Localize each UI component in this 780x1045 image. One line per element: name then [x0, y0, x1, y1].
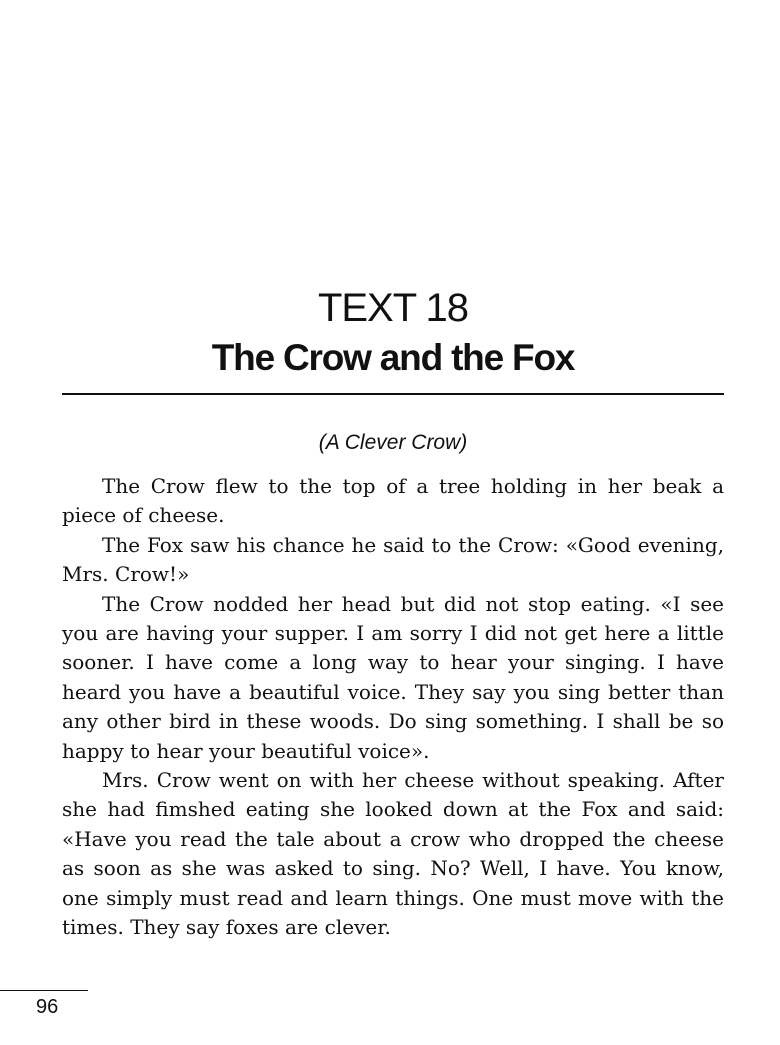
story-body: [62, 472, 724, 943]
story-title: The Crow and the Fox: [211, 337, 575, 378]
footer-divider: [0, 990, 88, 991]
paragraph: The Crow nodded her head but did not stop eating. «I see you are having your supper. I am sorry I did not get here a little sooner. I have come a long way to hear your singing. I have heard you have a beautiful voice. They say you sing better than any other bird in these woods. Do sing something. I shall be so happy to hear your beautiful voice».: [62, 591, 724, 763]
paragraph: The Crow flew to the top of a tree holding in her beak a piece of cheese.: [62, 474, 724, 528]
paragraph: Mrs. Crow went on with her cheese without speaking. After she had fimshed eating she looked down at the Fox and said: «Have you read the tale about a crow who dropped the cheese as soon as she was asked to sing. No? Well, I have. You know, one simply must read and learn things. One must move with the times. They say foxes are clever.: [62, 768, 724, 940]
text-number-heading: TEXT 18: [317, 286, 469, 330]
page-number: 96: [36, 996, 59, 1018]
story-subtitle: (A Clever Crow): [318, 431, 468, 454]
paragraph: The Fox saw his chance he said to the Crow: «Good evening, Mrs. Crow!»: [62, 532, 724, 587]
title-divider: [62, 393, 724, 395]
